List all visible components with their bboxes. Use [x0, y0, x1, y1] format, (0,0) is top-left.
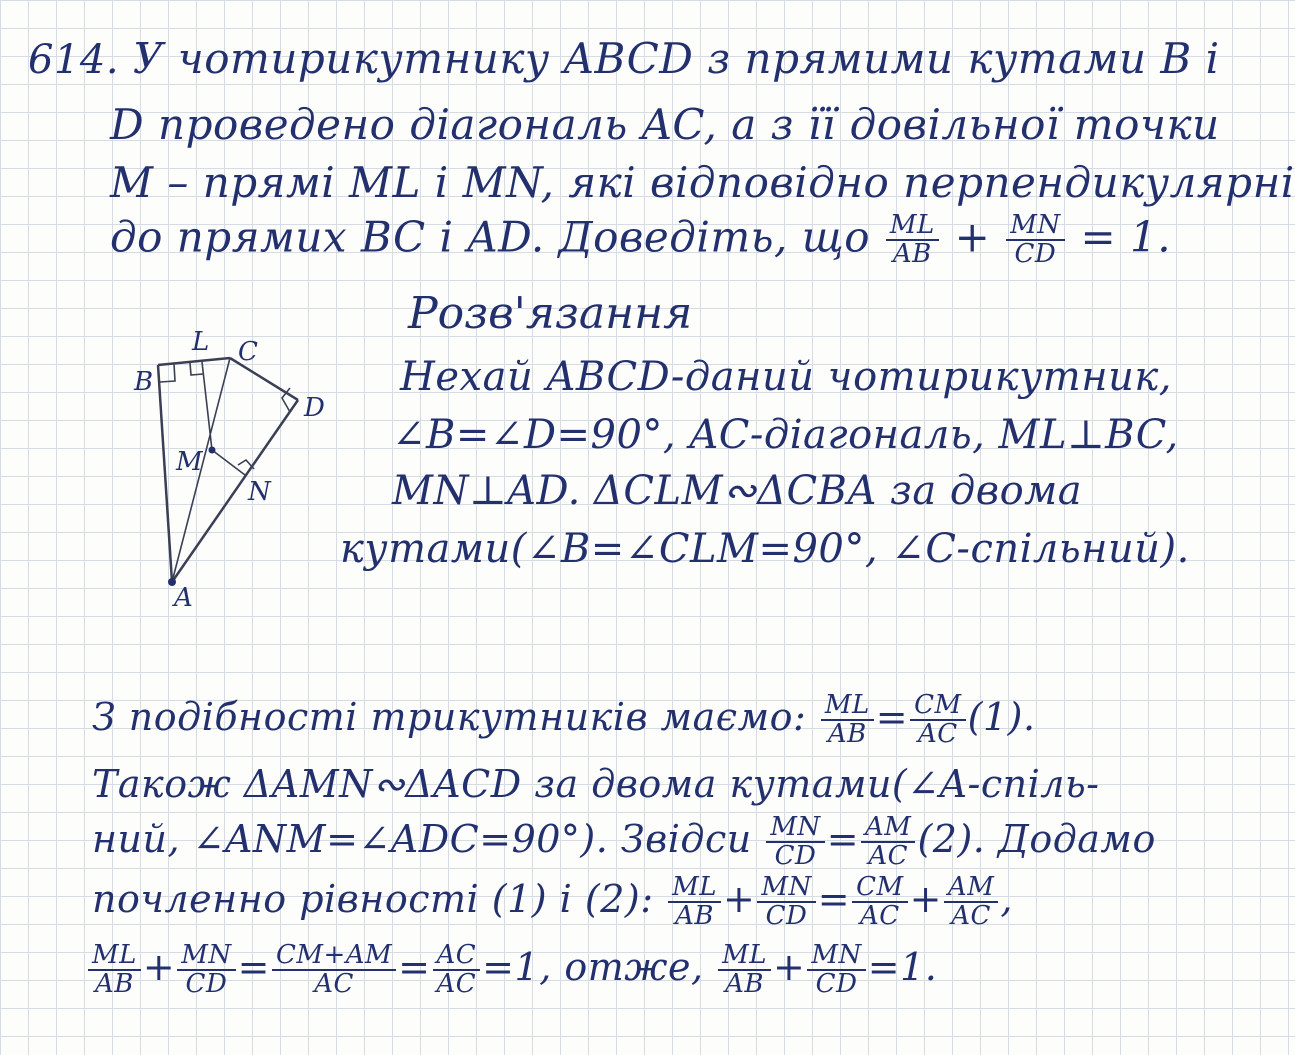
right-angle-b — [160, 364, 175, 382]
plus-sign: + — [909, 876, 942, 921]
fraction — [272, 942, 396, 999]
fraction-denominator: CD — [185, 969, 228, 1000]
solution-line-1 — [400, 354, 1172, 400]
fraction-numerator: ML — [886, 212, 939, 241]
fraction-numerator: ML — [718, 942, 771, 971]
fraction — [668, 874, 721, 931]
plus-sign: + — [954, 212, 991, 262]
fraction-denominator: CD — [774, 841, 817, 872]
problem-line-2 — [110, 100, 1220, 149]
solution-line-4 — [340, 526, 1190, 572]
equals-sign: = — [875, 694, 909, 739]
label-m: M — [176, 447, 203, 477]
solution-text-3: MN⊥AD. ΔCLM∾ΔCBA за двома — [392, 468, 1083, 514]
segment-ab — [158, 365, 172, 582]
part2-text-4: почленно рівності (1) і (2): — [92, 876, 654, 921]
segment-bc — [158, 358, 230, 365]
part2-line-3 — [92, 814, 1156, 871]
problem-line-1 — [28, 34, 1220, 83]
problem-line-4 — [110, 212, 1171, 269]
part2-text-3b: (2). Додамо — [917, 816, 1156, 861]
right-angle-l — [190, 363, 203, 375]
fraction-mn-cd — [1006, 212, 1064, 269]
label-n: N — [248, 477, 271, 507]
problem-text-1: У чотирикутнику ABCD з прямими кутами B і — [132, 34, 1220, 83]
solution-text-1: Нехай ABCD-даний чотирикутник, — [400, 354, 1172, 400]
plus-sign: + — [142, 944, 176, 989]
label-d: D — [304, 393, 325, 423]
label-l: L — [192, 327, 210, 357]
label-c: C — [238, 337, 258, 367]
problem-text-4: до прямих BC і AD. Доведіть, що — [110, 212, 871, 262]
fraction-denominator: AC — [868, 841, 909, 872]
quadrilateral-figure — [120, 320, 350, 613]
fraction-numerator: ML — [821, 692, 874, 721]
problem-number: 614. — [28, 37, 120, 83]
problem-text-3: M – прямі ML і MN, які відповідно перпендикулярні — [110, 158, 1295, 207]
part2-line-5 — [86, 942, 937, 999]
fraction-numerator: CM — [852, 874, 908, 903]
fraction-denominator: AB — [827, 719, 867, 750]
fraction-denominator: AC — [859, 901, 900, 932]
solution-line-3 — [392, 468, 1082, 514]
fraction-denominator: AC — [436, 969, 477, 1000]
fraction-numerator: CM — [910, 692, 966, 721]
equals-sign: = — [817, 876, 851, 921]
problem-line-3 — [110, 158, 1295, 207]
fraction-numerator: MN — [807, 942, 865, 971]
equals-sign: = — [398, 944, 431, 989]
part2-text-2: Також ΔAMN∾ΔACD за двома кутами(∠A-спіль- — [92, 762, 1100, 806]
fraction — [944, 874, 998, 931]
fraction-numerator: CM+AM — [272, 942, 396, 971]
fraction — [718, 942, 771, 999]
fraction — [807, 942, 865, 999]
equals-one: =1. — [867, 944, 938, 989]
fraction-denominator: AB — [675, 901, 714, 932]
fraction — [852, 874, 908, 931]
fraction-numerator: MN — [757, 874, 815, 903]
fraction-denominator: CD — [765, 901, 808, 932]
fraction-numerator: AM — [944, 874, 998, 903]
equals-one: = 1. — [1080, 212, 1172, 262]
equals-sign: = — [826, 816, 860, 861]
fraction-denominator: AC — [951, 901, 991, 932]
comma: , — [1000, 876, 1013, 921]
equation-ref: (1). — [967, 694, 1036, 739]
plus-sign: + — [773, 944, 806, 989]
fraction-denominator: CD — [815, 969, 858, 1000]
label-a: A — [174, 583, 193, 613]
fraction-numerator: MN — [1006, 212, 1064, 241]
fraction — [766, 814, 824, 871]
fraction — [177, 942, 235, 999]
fraction-numerator: AC — [433, 942, 481, 971]
part2-line-2 — [92, 762, 1100, 806]
fraction — [88, 942, 141, 999]
fraction-denominator: AB — [725, 969, 765, 1000]
equals-sign: = — [237, 944, 270, 989]
fraction-denominator: CD — [1014, 239, 1057, 270]
label-b: B — [134, 367, 154, 397]
solution-text-4: кутами(∠B=∠CLM=90°, ∠C-спільний). — [340, 526, 1190, 572]
part2-line-4 — [92, 874, 1013, 931]
fraction-numerator: AM — [861, 814, 915, 843]
fraction — [861, 814, 915, 871]
fraction-numerator: ML — [668, 874, 721, 903]
part2-line-1 — [92, 692, 1036, 749]
solution-line-2 — [392, 412, 1179, 458]
part2-text-1: З подібності трикутників маємо: — [92, 694, 807, 739]
solution-text-2: ∠B=∠D=90°, AC-діагональ, ML⊥BC, — [392, 412, 1179, 458]
fraction-denominator: AB — [892, 239, 932, 270]
fraction — [757, 874, 815, 931]
fraction-numerator: MN — [766, 814, 824, 843]
point-m — [209, 447, 216, 454]
fraction-denominator: AC — [314, 969, 354, 1000]
segment-da — [172, 400, 298, 582]
problem-text-2: D проведено діагональ AC, а з її довільної точки — [110, 100, 1220, 149]
fraction-denominator: AC — [918, 719, 958, 750]
part2-text-3: ний, ∠ANM=∠ADC=90°). Звідси — [92, 816, 752, 861]
fraction-ml-ab — [886, 212, 939, 269]
solution-title: Розв'язання — [408, 288, 693, 339]
fraction-numerator: ML — [88, 942, 141, 971]
fraction-numerator: MN — [177, 942, 235, 971]
segment-ml — [202, 362, 212, 450]
part2-text-5: =1, отже, — [482, 944, 704, 989]
fraction — [433, 942, 481, 999]
fraction — [910, 692, 966, 749]
fraction-denominator: AB — [95, 969, 134, 1000]
fraction — [821, 692, 874, 749]
segment-mn — [212, 450, 245, 475]
plus-sign: + — [723, 876, 756, 921]
